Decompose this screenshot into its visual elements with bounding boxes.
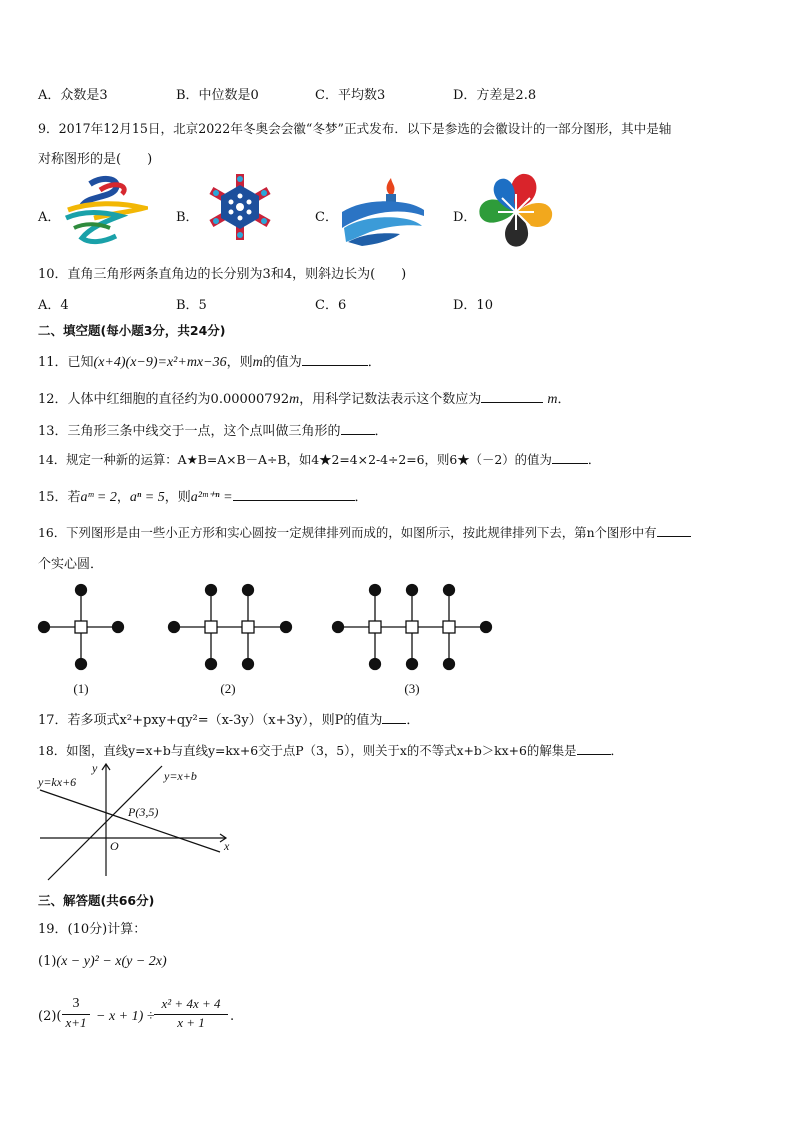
fraction-1-denominator: x+1 — [65, 1015, 87, 1030]
q16-line2: 个实心圆． — [38, 557, 104, 572]
label-point-p: P(3,5) — [128, 805, 159, 819]
q8-option-d: D．方差是2.8 — [453, 88, 537, 103]
q16-caption-1: (1) — [73, 681, 89, 696]
label-y: y — [92, 761, 98, 775]
q15-expr3: a²ᵐ⁺ⁿ = — [190, 490, 233, 505]
q19-part2-label: (2)( — [38, 1009, 62, 1024]
q9-label-b: B． — [176, 210, 199, 225]
q12-answer-blank — [481, 389, 543, 403]
q15-mid: ，则 — [164, 490, 191, 505]
q11-post: 的值为 — [262, 355, 302, 370]
q12-unit-2: m — [547, 392, 558, 407]
q16-pattern-figure — [34, 576, 494, 700]
q9-label-d: D． — [453, 210, 477, 225]
q8-option-a: A．众数是3 — [38, 88, 108, 103]
q11-expression: (x+4)(x−9)=x²+mx−36 — [93, 355, 227, 370]
q10-option-c: C．6 — [315, 298, 347, 313]
q11-mid: ，则 — [226, 355, 253, 370]
section-2-heading: 二、填空题(每小题3分，共24分) — [38, 323, 226, 338]
fraction-2-denominator: x + 1 — [177, 1015, 205, 1030]
q18-end: ． — [610, 743, 623, 758]
q19-part2 — [38, 996, 298, 1042]
q9-stem-line2: 对称图形的是( ) — [38, 152, 153, 167]
q15-expr1: aᵐ = 2 — [80, 490, 117, 505]
fraction-2-numerator: x² + 4x + 4 — [161, 996, 221, 1011]
q12-unit: m — [289, 392, 300, 407]
q16-answer-blank — [657, 523, 691, 537]
q9-label-a: A． — [38, 210, 61, 225]
q11 — [38, 351, 381, 371]
q13-end: ． — [374, 424, 388, 439]
q8-option-b: B．中位数是0 — [176, 88, 259, 103]
label-origin: O — [110, 839, 119, 853]
q10-stem: 10．直角三角形两条直角边的长分别为3和4，则斜边长为( ) — [38, 267, 407, 282]
flower-logo-option-d — [476, 170, 556, 254]
q19-part1-label: (1) — [38, 954, 57, 969]
q13 — [38, 420, 388, 439]
q9-stem-line1: 9．2017年12月15日，北京2022年冬奥会会徽“冬梦”正式发布．以下是参选的会徽设计的一部分图形，其中是轴 — [38, 121, 672, 136]
q12 — [38, 388, 571, 408]
q19-part2-middle: − x + 1) ÷ — [96, 1009, 155, 1024]
q11-var: m — [252, 355, 263, 370]
snowflake-logo-option-b — [200, 172, 280, 242]
q17 — [38, 709, 419, 728]
q18-answer-blank — [577, 741, 611, 755]
q10-option-d: D．10 — [453, 298, 493, 313]
q15-pre: 15．若 — [38, 490, 81, 505]
q16-line1 — [38, 523, 691, 541]
q19-part1 — [38, 954, 167, 970]
q12-pre: 12．人体中红细胞的直径约为0.00000792 — [38, 392, 290, 407]
q11-end: ． — [367, 355, 381, 370]
q15-sep: ， — [116, 490, 130, 505]
q12-end: ． — [557, 392, 571, 407]
q18-text: 18．如图，直线y=x+b与直线y=kx+6交于点P（3，5），则关于x的不等式x+b＞kx+6的解集是 — [38, 743, 577, 758]
q16-text1: 16．下列图形是由一些小正方形和实心圆按一定规律排列而成的，如图所示，按此规律排列下去，第n个图形中有 — [38, 525, 657, 540]
logo-option-a — [60, 172, 148, 252]
label-kx-plus-6: y=kx+6 — [38, 775, 77, 789]
q19-part1-expression: (x − y)² − x(y − 2x) — [56, 954, 167, 969]
great-wall-logo-option-c — [338, 172, 426, 252]
q19-heading: 19．(10分)计算： — [38, 922, 147, 937]
q14-text: 14．规定一种新的运算：A★B=A×B－A÷B，如4★2=4×2-4÷2=6，则6★（－2）的值为 — [38, 452, 552, 467]
q17-answer-blank — [382, 710, 406, 724]
q11-pre: 11．已知 — [38, 355, 94, 370]
line-kx-plus-6 — [40, 790, 220, 852]
q15-expr2: aⁿ = 5 — [129, 490, 165, 505]
section-3-heading: 三、解答题(共66分) — [38, 893, 155, 908]
q17-text: 17．若多项式x²+pxy+qy²=（x-3y）（x+3y），则P的值为 — [38, 713, 383, 728]
q18-graph — [34, 758, 244, 886]
q13-answer-blank — [341, 421, 375, 435]
q19-fraction-2 — [154, 996, 228, 1031]
q17-end: ． — [406, 713, 420, 728]
q14-end: ． — [587, 452, 601, 467]
q19-fraction-1 — [62, 996, 90, 1031]
q15-answer-blank — [233, 487, 355, 501]
q14-answer-blank — [552, 450, 588, 464]
q9-label-c: C． — [315, 210, 338, 225]
label-x-plus-b: y=x+b — [164, 769, 197, 783]
q12-mid: ，用科学记数法表示这个数应为 — [299, 392, 482, 407]
fraction-1-numerator: 3 — [72, 996, 80, 1011]
q11-answer-blank — [302, 352, 368, 366]
q10-option-b: B．5 — [176, 298, 207, 313]
q19-part2-end: . — [230, 1009, 235, 1024]
q16-caption-3: (3) — [404, 681, 420, 696]
q18 — [38, 741, 623, 759]
q14 — [38, 450, 600, 468]
q16-caption-2: (2) — [220, 681, 236, 696]
q8-option-c: C．平均数3 — [315, 88, 386, 103]
q15 — [38, 486, 368, 506]
q10-option-a: A．4 — [38, 298, 69, 313]
q13-text: 13．三角形三条中线交于一点，这个点叫做三角形的 — [38, 424, 341, 439]
q15-end: ． — [354, 490, 368, 505]
label-x: x — [224, 839, 230, 853]
